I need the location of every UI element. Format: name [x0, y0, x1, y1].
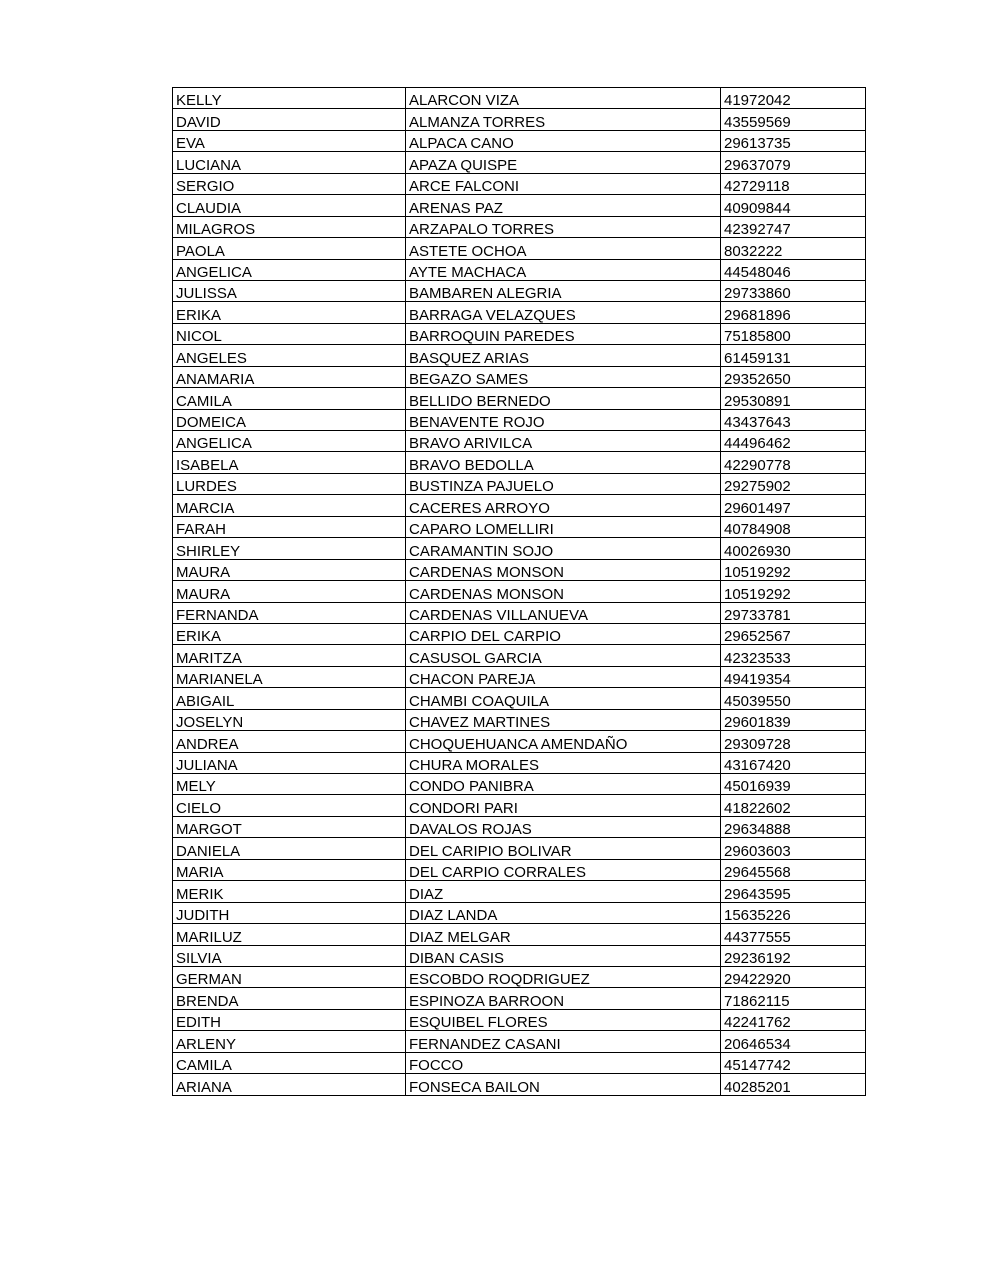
id-number-cell: 45016939 — [721, 774, 866, 795]
table-row — [173, 259, 866, 280]
last-name-cell: BRAVO ARIVILCA — [406, 431, 721, 452]
id-number-cell: 40909844 — [721, 195, 866, 216]
id-number-cell: 41822602 — [721, 795, 866, 816]
id-number-cell: 29603603 — [721, 838, 866, 859]
first-name-cell: FARAH — [173, 516, 406, 537]
table-row — [173, 538, 866, 559]
id-number-cell: 29681896 — [721, 302, 866, 323]
table-row — [173, 473, 866, 494]
table-row — [173, 345, 866, 366]
id-number-cell: 41972042 — [721, 88, 866, 109]
table-row — [173, 581, 866, 602]
last-name-cell: FONSECA BAILON — [406, 1074, 721, 1095]
first-name-cell: ARIANA — [173, 1074, 406, 1095]
table-body — [173, 88, 866, 1096]
table-row — [173, 752, 866, 773]
last-name-cell: ALARCON VIZA — [406, 88, 721, 109]
table-row — [173, 924, 866, 945]
first-name-cell: JUDITH — [173, 902, 406, 923]
last-name-cell: CHAVEZ MARTINES — [406, 709, 721, 730]
id-number-cell: 15635226 — [721, 902, 866, 923]
table-row — [173, 280, 866, 301]
table-row — [173, 1074, 866, 1095]
id-number-cell: 42323533 — [721, 645, 866, 666]
id-number-cell: 29275902 — [721, 473, 866, 494]
table-row — [173, 645, 866, 666]
last-name-cell: DEL CARPIO CORRALES — [406, 859, 721, 880]
id-number-cell: 8032222 — [721, 238, 866, 259]
first-name-cell: BRENDA — [173, 988, 406, 1009]
id-number-cell: 49419354 — [721, 666, 866, 687]
first-name-cell: MAURA — [173, 581, 406, 602]
first-name-cell: CAMILA — [173, 388, 406, 409]
id-number-cell: 29645568 — [721, 859, 866, 880]
first-name-cell: SILVIA — [173, 945, 406, 966]
table-row — [173, 516, 866, 537]
last-name-cell: ARCE FALCONI — [406, 173, 721, 194]
id-number-cell: 42290778 — [721, 452, 866, 473]
last-name-cell: DAVALOS ROJAS — [406, 816, 721, 837]
table-row — [173, 1052, 866, 1073]
id-number-cell: 29236192 — [721, 945, 866, 966]
table-row — [173, 988, 866, 1009]
first-name-cell: MARIANELA — [173, 666, 406, 687]
last-name-cell: DIAZ LANDA — [406, 902, 721, 923]
table-row — [173, 902, 866, 923]
last-name-cell: BARROQUIN PAREDES — [406, 323, 721, 344]
id-number-cell: 29733781 — [721, 602, 866, 623]
last-name-cell: DIAZ MELGAR — [406, 924, 721, 945]
last-name-cell: APAZA QUISPE — [406, 152, 721, 173]
first-name-cell: ANGELICA — [173, 259, 406, 280]
first-name-cell: MARIA — [173, 859, 406, 880]
table-row — [173, 152, 866, 173]
last-name-cell: BRAVO BEDOLLA — [406, 452, 721, 473]
table-row — [173, 559, 866, 580]
last-name-cell: DIAZ — [406, 881, 721, 902]
last-name-cell: ESPINOZA BARROON — [406, 988, 721, 1009]
first-name-cell: MARILUZ — [173, 924, 406, 945]
first-name-cell: MELY — [173, 774, 406, 795]
first-name-cell: PAOLA — [173, 238, 406, 259]
first-name-cell: SHIRLEY — [173, 538, 406, 559]
last-name-cell: CASUSOL GARCIA — [406, 645, 721, 666]
table-row — [173, 173, 866, 194]
last-name-cell: DIBAN CASIS — [406, 945, 721, 966]
first-name-cell: ARLENY — [173, 1031, 406, 1052]
id-number-cell: 42729118 — [721, 173, 866, 194]
last-name-cell: ASTETE OCHOA — [406, 238, 721, 259]
first-name-cell: KELLY — [173, 88, 406, 109]
table-row — [173, 409, 866, 430]
last-name-cell: BENAVENTE ROJO — [406, 409, 721, 430]
name-list-table — [172, 87, 866, 1096]
first-name-cell: SERGIO — [173, 173, 406, 194]
last-name-cell: CARAMANTIN SOJO — [406, 538, 721, 559]
id-number-cell: 43437643 — [721, 409, 866, 430]
table-row — [173, 795, 866, 816]
id-number-cell: 43559569 — [721, 109, 866, 130]
first-name-cell: GERMAN — [173, 966, 406, 987]
table-row — [173, 602, 866, 623]
last-name-cell: ARENAS PAZ — [406, 195, 721, 216]
id-number-cell: 42241762 — [721, 1009, 866, 1030]
id-number-cell: 75185800 — [721, 323, 866, 344]
table-row — [173, 774, 866, 795]
first-name-cell: MARGOT — [173, 816, 406, 837]
last-name-cell: AYTE MACHACA — [406, 259, 721, 280]
table-row — [173, 216, 866, 237]
first-name-cell: CLAUDIA — [173, 195, 406, 216]
last-name-cell: CHAMBI COAQUILA — [406, 688, 721, 709]
first-name-cell: FERNANDA — [173, 602, 406, 623]
table-row — [173, 1009, 866, 1030]
id-number-cell: 29613735 — [721, 130, 866, 151]
first-name-cell: EVA — [173, 130, 406, 151]
last-name-cell: BELLIDO BERNEDO — [406, 388, 721, 409]
table-row — [173, 966, 866, 987]
last-name-cell: CARDENAS MONSON — [406, 559, 721, 580]
id-number-cell: 43167420 — [721, 752, 866, 773]
table-row — [173, 431, 866, 452]
id-number-cell: 29601497 — [721, 495, 866, 516]
last-name-cell: CONDORI PARI — [406, 795, 721, 816]
table-row — [173, 366, 866, 387]
id-number-cell: 29309728 — [721, 731, 866, 752]
last-name-cell: FERNANDEZ CASANI — [406, 1031, 721, 1052]
first-name-cell: ERIKA — [173, 623, 406, 644]
last-name-cell: ESCOBDO ROQDRIGUEZ — [406, 966, 721, 987]
id-number-cell: 40285201 — [721, 1074, 866, 1095]
table-row — [173, 238, 866, 259]
table-row — [173, 859, 866, 880]
first-name-cell: CIELO — [173, 795, 406, 816]
id-number-cell: 10519292 — [721, 581, 866, 602]
last-name-cell: ARZAPALO TORRES — [406, 216, 721, 237]
table-row — [173, 452, 866, 473]
table-row — [173, 666, 866, 687]
first-name-cell: ERIKA — [173, 302, 406, 323]
first-name-cell: ANGELES — [173, 345, 406, 366]
table-row — [173, 195, 866, 216]
first-name-cell: ISABELA — [173, 452, 406, 473]
table-row — [173, 838, 866, 859]
id-number-cell: 29530891 — [721, 388, 866, 409]
id-number-cell: 71862115 — [721, 988, 866, 1009]
first-name-cell: EDITH — [173, 1009, 406, 1030]
id-number-cell: 40784908 — [721, 516, 866, 537]
first-name-cell: ANAMARIA — [173, 366, 406, 387]
table-row — [173, 323, 866, 344]
table-row — [173, 731, 866, 752]
last-name-cell: ALMANZA TORRES — [406, 109, 721, 130]
first-name-cell: CAMILA — [173, 1052, 406, 1073]
table-row — [173, 495, 866, 516]
last-name-cell: BEGAZO SAMES — [406, 366, 721, 387]
table-row — [173, 388, 866, 409]
table-row — [173, 816, 866, 837]
last-name-cell: CHOQUEHUANCA AMENDAÑO — [406, 731, 721, 752]
id-number-cell: 45147742 — [721, 1052, 866, 1073]
table-row — [173, 88, 866, 109]
id-number-cell: 61459131 — [721, 345, 866, 366]
id-number-cell: 29652567 — [721, 623, 866, 644]
first-name-cell: MERIK — [173, 881, 406, 902]
first-name-cell: JULIANA — [173, 752, 406, 773]
last-name-cell: BASQUEZ ARIAS — [406, 345, 721, 366]
id-number-cell: 29352650 — [721, 366, 866, 387]
id-number-cell: 40026930 — [721, 538, 866, 559]
last-name-cell: ESQUIBEL FLORES — [406, 1009, 721, 1030]
table-row — [173, 623, 866, 644]
id-number-cell: 44496462 — [721, 431, 866, 452]
first-name-cell: NICOL — [173, 323, 406, 344]
id-number-cell: 20646534 — [721, 1031, 866, 1052]
first-name-cell: LURDES — [173, 473, 406, 494]
id-number-cell: 42392747 — [721, 216, 866, 237]
id-number-cell: 44377555 — [721, 924, 866, 945]
last-name-cell: CAPARO LOMELLIRI — [406, 516, 721, 537]
id-number-cell: 10519292 — [721, 559, 866, 580]
first-name-cell: MILAGROS — [173, 216, 406, 237]
last-name-cell: CARDENAS VILLANUEVA — [406, 602, 721, 623]
last-name-cell: CARPIO DEL CARPIO — [406, 623, 721, 644]
last-name-cell: BAMBAREN ALEGRIA — [406, 280, 721, 301]
table-row — [173, 109, 866, 130]
table-row — [173, 1031, 866, 1052]
first-name-cell: MAURA — [173, 559, 406, 580]
last-name-cell: BARRAGA VELAZQUES — [406, 302, 721, 323]
id-number-cell: 29637079 — [721, 152, 866, 173]
first-name-cell: LUCIANA — [173, 152, 406, 173]
first-name-cell: JULISSA — [173, 280, 406, 301]
last-name-cell: CONDO PANIBRA — [406, 774, 721, 795]
last-name-cell: CHURA MORALES — [406, 752, 721, 773]
last-name-cell: CHACON PAREJA — [406, 666, 721, 687]
last-name-cell: ALPACA CANO — [406, 130, 721, 151]
table-row — [173, 881, 866, 902]
last-name-cell: FOCCO — [406, 1052, 721, 1073]
first-name-cell: MARCIA — [173, 495, 406, 516]
first-name-cell: DOMEICA — [173, 409, 406, 430]
table-row — [173, 945, 866, 966]
last-name-cell: DEL CARIPIO BOLIVAR — [406, 838, 721, 859]
first-name-cell: MARITZA — [173, 645, 406, 666]
last-name-cell: CACERES ARROYO — [406, 495, 721, 516]
table-row — [173, 709, 866, 730]
table-row — [173, 130, 866, 151]
id-number-cell: 45039550 — [721, 688, 866, 709]
first-name-cell: ANDREA — [173, 731, 406, 752]
last-name-cell: CARDENAS MONSON — [406, 581, 721, 602]
first-name-cell: DANIELA — [173, 838, 406, 859]
id-number-cell: 29634888 — [721, 816, 866, 837]
first-name-cell: ABIGAIL — [173, 688, 406, 709]
table-row — [173, 302, 866, 323]
first-name-cell: DAVID — [173, 109, 406, 130]
id-number-cell: 29733860 — [721, 280, 866, 301]
table-row — [173, 688, 866, 709]
id-number-cell: 29643595 — [721, 881, 866, 902]
id-number-cell: 44548046 — [721, 259, 866, 280]
first-name-cell: JOSELYN — [173, 709, 406, 730]
last-name-cell: BUSTINZA PAJUELO — [406, 473, 721, 494]
id-number-cell: 29601839 — [721, 709, 866, 730]
first-name-cell: ANGELICA — [173, 431, 406, 452]
id-number-cell: 29422920 — [721, 966, 866, 987]
